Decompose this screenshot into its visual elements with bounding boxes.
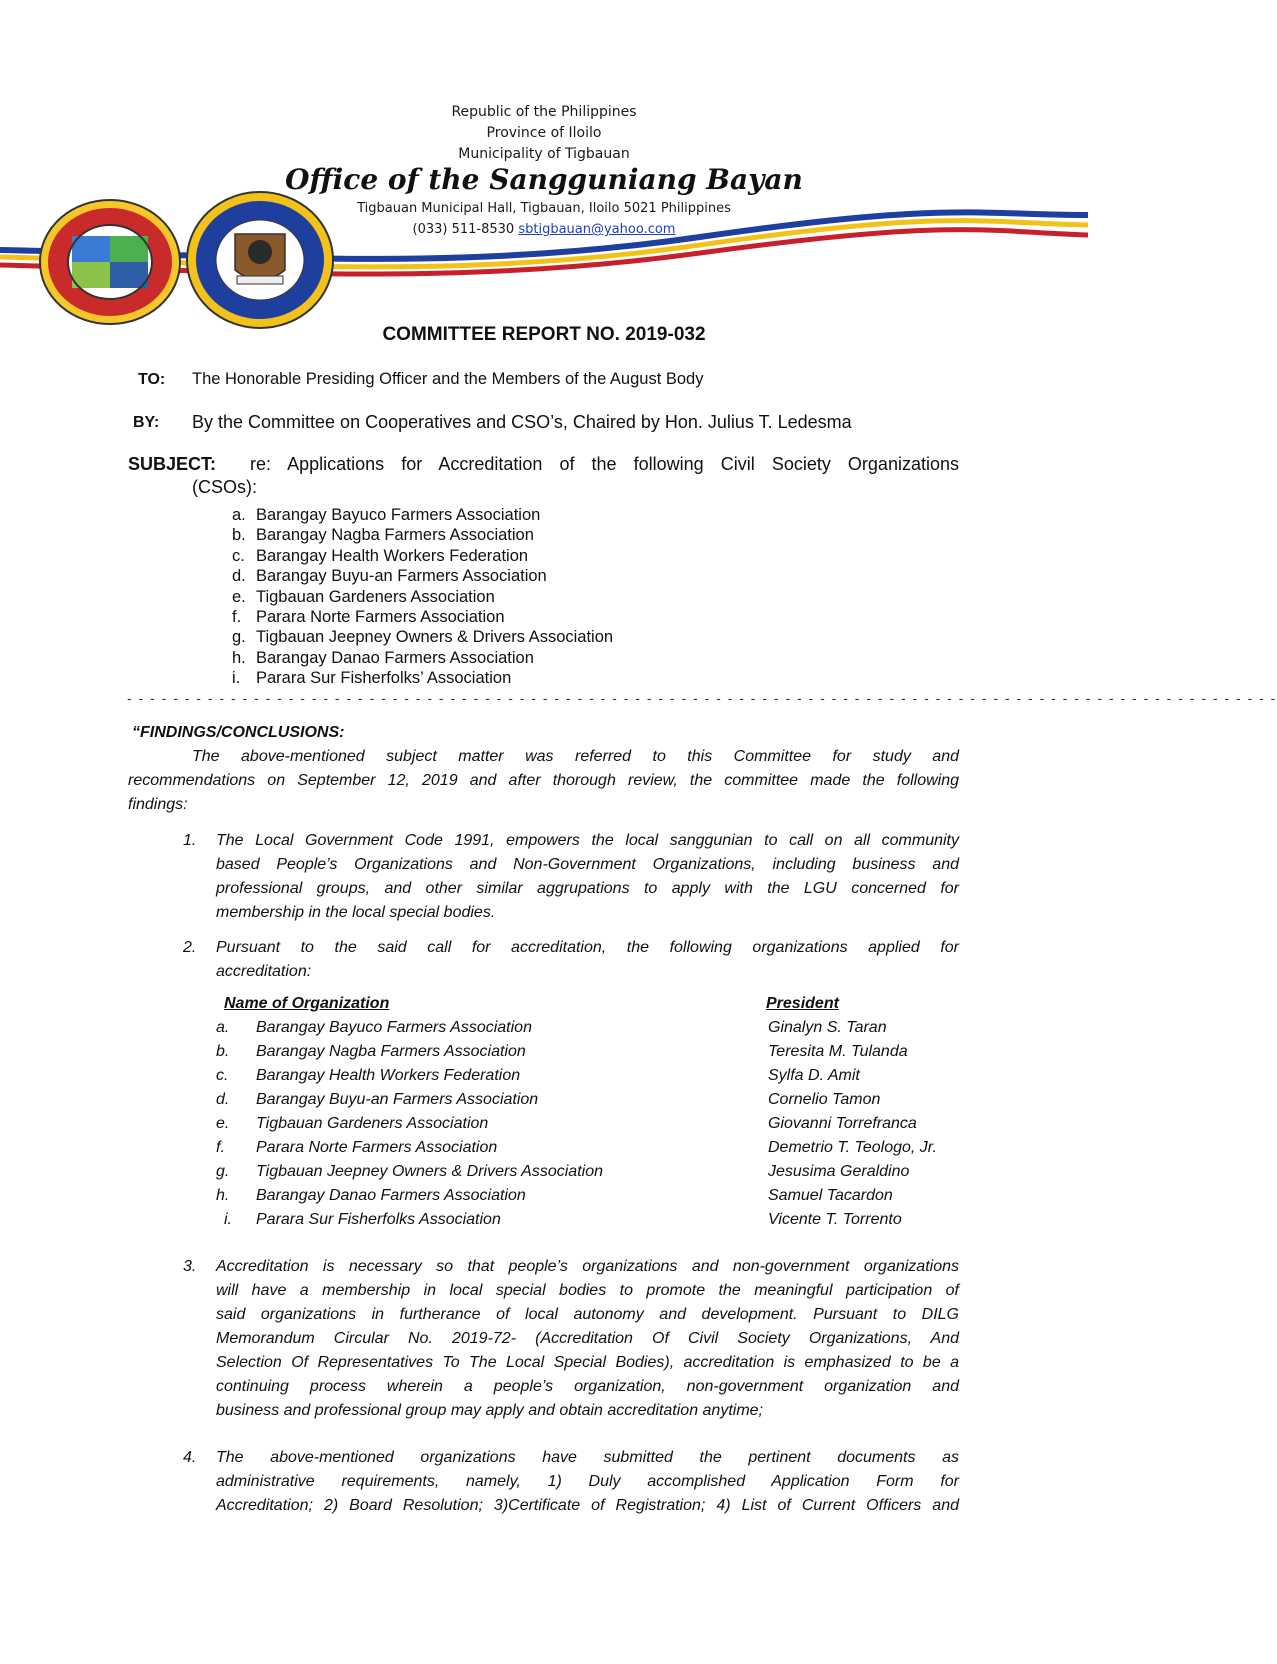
table-row-letter: g. xyxy=(216,1163,230,1180)
item4-number: 4. xyxy=(183,1449,197,1466)
list-item: d. Barangay Buyu-an Farmers Association xyxy=(232,567,547,586)
item3-line6: continuing process wherein a people’s organization, non-government organization and xyxy=(216,1378,959,1395)
item2-line1: Pursuant to the said call for accreditation, the following organizations applied for xyxy=(216,939,959,956)
findings-intro-l1: The above-mentioned subject matter was referred to this Committee for study and xyxy=(192,748,959,765)
item3-line4: Memorandum Circular No. 2019-72- (Accreditation Of Civil Society Organizations, And xyxy=(216,1330,959,1347)
item2-number: 2. xyxy=(183,939,197,956)
table-row-letter: f. xyxy=(216,1139,225,1156)
table-row-president: Samuel Tacardon xyxy=(768,1187,893,1204)
table-row-president: Demetrio T. Teologo, Jr. xyxy=(768,1139,937,1156)
table-row-org: Barangay Bayuco Farmers Association xyxy=(256,1019,532,1036)
item1-line3: professional groups, and other similar aggrupations to apply with the LGU concerned for xyxy=(216,880,959,897)
header-municipality: Municipality of Tigbauan xyxy=(458,146,630,162)
by-label: BY: xyxy=(133,414,160,431)
findings-intro-l2: recommendations on September 12, 2019 and after thorough review, the committee made the following xyxy=(128,772,959,789)
list-item: e. Tigbauan Gardeners Association xyxy=(232,587,495,606)
subject-label: SUBJECT: xyxy=(128,454,217,474)
findings-heading: “FINDINGS/CONCLUSIONS: xyxy=(132,724,345,741)
table-row-letter: h. xyxy=(216,1187,230,1204)
list-item: g. Tigbauan Jeepney Owners & Drivers Association xyxy=(232,628,614,647)
table-row-letter: i. xyxy=(224,1211,232,1228)
table-row-president: Cornelio Tamon xyxy=(768,1091,881,1108)
header-address: Tigbauan Municipal Hall, Tigbauan, Iloilo 5021 Philippines xyxy=(357,201,731,216)
table-row-org: Parara Sur Fisherfolks Association xyxy=(256,1211,501,1228)
item1-line2: based People’s Organizations and Non-Government Organizations, including business and xyxy=(216,856,959,873)
table-row-president: Jesusima Geraldino xyxy=(768,1163,910,1180)
item4-line3: Accreditation; 2) Board Resolution; 3)Certificate of Registration; 4) List of Current Officers and xyxy=(216,1497,959,1514)
dashed-divider: - - - - - - - - - - - - - - - - - - - - - - - - - - - - - - - - - - - - - - - - - - - - - - - - - - - - - - - - - - - - - - - - - - - - - - - - - - - - - - - - - - - - - - - - - - - - - - - - - - - - xyxy=(127,690,1277,706)
to-label: TO: xyxy=(138,371,166,388)
header-province: Province of Iloilo xyxy=(486,125,602,141)
table-row-president: Giovanni Torrefranca xyxy=(768,1115,917,1132)
item3-line2: will have a membership in local special bodies to promote the meaningful participation of xyxy=(216,1282,959,1299)
header-contact xyxy=(0,222,1088,237)
item4-line2: administrative requirements, namely, 1) Duly accomplished Application Form for xyxy=(216,1473,959,1490)
header-republic: Republic of the Philippines xyxy=(451,104,637,120)
table-row-president: Ginalyn S. Taran xyxy=(768,1019,887,1036)
table-row-president: Vicente T. Torrento xyxy=(768,1211,902,1228)
item3-line7: business and professional group may apply and obtain accreditation anytime; xyxy=(216,1402,763,1419)
table-row-org: Barangay Danao Farmers Association xyxy=(256,1187,526,1204)
table-row-letter: c. xyxy=(216,1067,229,1084)
table-row-org: Barangay Buyu-an Farmers Association xyxy=(256,1091,539,1108)
item1-number: 1. xyxy=(183,832,197,849)
subject-line2: (CSOs): xyxy=(192,477,257,497)
to-text: The Honorable Presiding Officer and the Members of the August Body xyxy=(192,370,704,388)
list-item: f. Parara Norte Farmers Association xyxy=(232,608,505,626)
item3-number: 3. xyxy=(183,1258,197,1275)
item1-line4: membership in the local special bodies. xyxy=(216,904,496,921)
header-phone: (033) 511-8530 xyxy=(412,222,515,237)
list-item: a. Barangay Bayuco Farmers Association xyxy=(232,506,541,524)
office-title: Office of the Sangguniang Bayan xyxy=(285,163,803,196)
header-email-link[interactable]: sbtigbauan@yahoo.com xyxy=(518,222,676,237)
subject-line1: re: Applications for Accreditation of the following Civil Society Organizations xyxy=(250,454,959,474)
table-header-president: President xyxy=(766,995,839,1012)
table-row-letter: b. xyxy=(216,1043,230,1060)
item3-line1: Accreditation is necessary so that people’s organizations and non-government organizations xyxy=(216,1258,959,1275)
table-header-organization: Name of Organization xyxy=(224,995,390,1012)
report-title: COMMITTEE REPORT NO. 2019-032 xyxy=(382,324,706,345)
item2-line2: accreditation: xyxy=(216,963,312,980)
municipality-seal-icon xyxy=(38,198,182,326)
table-row-org: Barangay Nagba Farmers Association xyxy=(256,1043,526,1060)
by-text: By the Committee on Cooperatives and CSO’s, Chaired by Hon. Julius T. Ledesma xyxy=(192,412,852,432)
table-row-org: Barangay Health Workers Federation xyxy=(256,1067,521,1084)
table-row-president: Teresita M. Tulanda xyxy=(768,1043,908,1060)
item3-line3: said organizations in furtherance of local autonomy and development. Pursuant to DILG xyxy=(216,1306,959,1323)
findings-intro-l3: findings: xyxy=(128,796,188,813)
table-row-letter: e. xyxy=(216,1115,230,1132)
list-item: h. Barangay Danao Farmers Association xyxy=(232,648,534,667)
item1-line1: The Local Government Code 1991, empowers the local sanggunian to call on all community xyxy=(216,832,959,849)
table-row-org: Parara Norte Farmers Association xyxy=(256,1139,498,1156)
table-row-letter: d. xyxy=(216,1091,230,1108)
cso-list xyxy=(232,506,732,690)
organization-table xyxy=(200,995,960,1235)
list-item: c. Barangay Health Workers Federation xyxy=(232,546,529,565)
item3-line5: Selection Of Representatives To The Local Special Bodies), accreditation is emphasized to be a xyxy=(216,1354,959,1371)
table-row-org: Tigbauan Jeepney Owners & Drivers Association xyxy=(256,1163,603,1180)
item4-line1: The above-mentioned organizations have submitted the pertinent documents as xyxy=(216,1449,959,1466)
list-item: b. Barangay Nagba Farmers Association xyxy=(232,526,534,545)
table-row-president: Sylfa D. Amit xyxy=(768,1067,860,1084)
list-item: i. Parara Sur Fisherfolks’ Association xyxy=(232,669,512,688)
table-row-letter: a. xyxy=(216,1019,230,1036)
table-row-org: Tigbauan Gardeners Association xyxy=(256,1115,489,1132)
